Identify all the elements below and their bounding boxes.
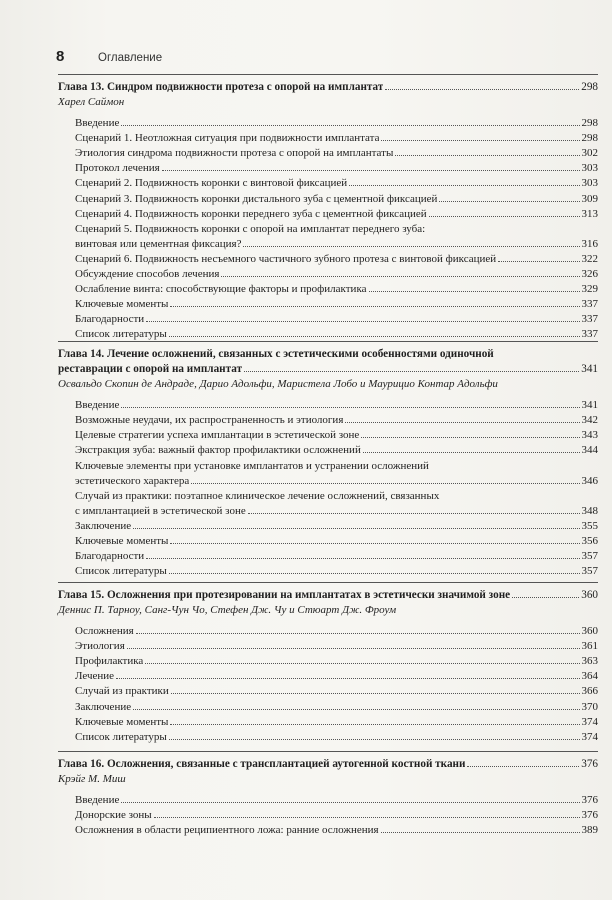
toc-entry — [75, 564, 598, 579]
toc-entry-page: 357 — [581, 565, 598, 578]
dot-leader — [133, 708, 579, 710]
chapter-title-page: 341 — [581, 363, 598, 376]
dot-leader — [243, 245, 579, 247]
toc-entry-page: 298 — [581, 132, 598, 145]
dot-leader — [191, 482, 579, 484]
chapter-authors: Крэйг М. Миш — [58, 773, 126, 786]
toc-entry — [75, 413, 598, 428]
toc-entry-text: Случай из практики — [75, 685, 169, 698]
toc-entry — [75, 474, 598, 489]
toc-entry-page: 376 — [581, 794, 598, 807]
toc-entry-page: 363 — [581, 655, 598, 668]
toc-entry-page: 309 — [581, 192, 598, 205]
toc-entry-text: Сценарий 2. Подвижность коронки с винтовой фиксацией — [75, 177, 348, 190]
toc-entry-text: Сценарий 3. Подвижность коронки дистального зуба с цементной фиксацией — [75, 192, 438, 205]
toc-entry — [75, 398, 598, 413]
toc-entry-text: Осложнения в области реципиентного ложа: ранние осложнения — [75, 824, 379, 837]
dot-leader — [136, 632, 580, 634]
toc-entry-page: 302 — [581, 147, 598, 160]
dot-leader — [467, 765, 579, 767]
toc-entry — [75, 793, 598, 808]
toc-entry — [75, 252, 598, 267]
toc-entry — [75, 715, 598, 730]
dot-leader — [244, 370, 579, 372]
toc-entry-page: 303 — [581, 177, 598, 190]
toc-entry-page: 355 — [581, 519, 598, 532]
chapter-title-text: Глава 16. Осложнения, связанные с трансплантацией аутогенной костной ткани — [58, 758, 466, 770]
toc-entry — [75, 519, 598, 534]
toc-entry-page: 329 — [581, 283, 598, 296]
dot-leader — [146, 320, 579, 322]
toc-entry-page: 322 — [581, 252, 598, 265]
toc-entry-page: 303 — [581, 162, 598, 175]
toc-entry-page: 341 — [581, 399, 598, 412]
chapter-title-page: 376 — [581, 758, 598, 770]
toc-entry — [75, 684, 598, 699]
toc-entry-text: Введение — [75, 399, 120, 412]
chapter-authors: Харел Саймон — [58, 96, 125, 109]
toc-entry-page: 346 — [581, 474, 598, 487]
dot-leader — [121, 801, 579, 803]
dot-leader — [439, 200, 579, 202]
toc-entry — [75, 639, 598, 654]
toc-entry-page: 389 — [581, 824, 598, 837]
chapter-title-text: Глава 13. Синдром подвижности протеза с опорой на имплантат — [58, 81, 384, 93]
toc-entry-text: Протокол лечения — [75, 162, 160, 175]
toc-entry — [75, 549, 598, 564]
toc-entry-text: Благодарности — [75, 550, 145, 563]
toc-entry-page: 364 — [581, 670, 598, 683]
dot-leader — [169, 738, 580, 740]
toc-entry-text: Сценарий 4. Подвижность коронки переднего зуба с цементной фиксацией — [75, 207, 427, 220]
chapter-block — [58, 341, 598, 579]
toc-entry-page: 337 — [581, 328, 598, 341]
dot-leader — [116, 677, 579, 679]
dot-leader — [498, 260, 579, 262]
dot-leader — [381, 139, 579, 141]
dot-leader — [170, 305, 579, 307]
toc-entry-text: Экстракция зуба: важный фактор профилактики осложнений — [75, 444, 361, 457]
dot-leader — [170, 542, 579, 544]
chapter-title-page: 360 — [581, 589, 598, 601]
toc-entry — [75, 297, 598, 312]
toc-entry — [75, 207, 598, 222]
toc-entry — [75, 312, 598, 327]
toc-entry — [75, 808, 598, 823]
toc-entry-page: 343 — [581, 429, 598, 442]
chapter-title-text: реставрации с опорой на имплантат — [58, 363, 243, 376]
toc-entry — [75, 267, 598, 282]
toc-entry — [75, 282, 598, 297]
dot-leader — [121, 124, 579, 126]
entry-list — [58, 793, 598, 838]
dot-leader — [121, 406, 579, 408]
toc-entry-text: Обсуждение способов лечения — [75, 268, 220, 281]
chapter-title — [58, 80, 598, 95]
toc-entry-page: 298 — [581, 117, 598, 130]
chapter-title-text: Глава 15. Осложнения при протезировании на имплантатах в эстетически значимой зоне — [58, 589, 511, 601]
chapter-block — [58, 74, 598, 343]
toc-entry-page: 374 — [581, 730, 598, 743]
toc-entry — [75, 428, 598, 443]
toc-entry-text: Этиология — [75, 640, 125, 653]
chapter-title — [58, 362, 598, 377]
dot-leader — [171, 692, 580, 694]
toc-entry-page: 366 — [581, 685, 598, 698]
dot-leader — [363, 451, 580, 453]
dot-leader — [169, 572, 580, 574]
toc-entry-page: 344 — [581, 444, 598, 457]
toc-entry — [75, 131, 598, 146]
toc-entry-page: 316 — [581, 237, 598, 250]
toc-entry-text: Введение — [75, 117, 120, 130]
toc-entry-text: Ключевые моменты — [75, 298, 169, 311]
toc-entry — [75, 654, 598, 669]
toc-entry-text: Введение — [75, 794, 120, 807]
toc-entry — [75, 116, 598, 131]
entry-list — [58, 116, 598, 342]
dot-leader — [395, 154, 579, 156]
toc-entry-text: Заключение — [75, 519, 132, 532]
dot-leader — [133, 527, 579, 529]
toc-entry-text: эстетического характера — [75, 474, 190, 487]
dot-leader — [385, 88, 579, 90]
toc-entry-page: 357 — [581, 550, 598, 563]
toc-entry-text: Целевые стратегии успеха имплантации в эстетической зоне — [75, 429, 360, 442]
toc-entry-page: 360 — [581, 625, 598, 638]
dot-leader — [345, 421, 579, 423]
chapter-title — [58, 588, 598, 603]
dot-leader — [512, 596, 579, 598]
toc-entry — [75, 823, 598, 838]
toc-entry-page: 337 — [581, 313, 598, 326]
toc-entry — [75, 700, 598, 715]
dot-leader — [154, 816, 580, 818]
toc-entry-text: Этиология синдрома подвижности протеза с опорой на имплантаты — [75, 147, 394, 160]
entry-list — [58, 398, 598, 579]
toc-entry — [75, 192, 598, 207]
toc-entry-page: 356 — [581, 535, 598, 548]
dot-leader — [127, 647, 580, 649]
dot-leader — [369, 290, 580, 292]
dot-leader — [169, 335, 580, 337]
toc-entry — [75, 161, 598, 176]
dot-leader — [170, 723, 579, 725]
toc-entry — [75, 176, 598, 191]
toc-entry-text: Сценарий 6. Подвижность несъемного частичного зубного протеза с винтовой фиксацией — [75, 252, 497, 265]
toc-entry-text: Ключевые моменты — [75, 535, 169, 548]
toc-entry-text: Список литературы — [75, 730, 167, 743]
toc-entry-text: Благодарности — [75, 313, 145, 326]
toc-entry — [75, 669, 598, 684]
toc-entry-text: Донорские зоны — [75, 809, 152, 822]
dot-leader — [221, 275, 579, 277]
chapter-block — [58, 751, 598, 838]
toc-entry — [75, 443, 598, 458]
dot-leader — [381, 831, 580, 833]
chapter-title-page: 298 — [581, 81, 598, 93]
chapter-authors: Деннис П. Тарноу, Санг-Чун Чо, Стефен Дж. Чу и Стюарт Дж. Фроум — [58, 604, 397, 617]
toc-entry-text: винтовая или цементная фиксация? — [75, 237, 242, 250]
toc-entry-text: Список литературы — [75, 328, 167, 341]
toc-entry-page: 374 — [581, 715, 598, 728]
toc-entry-page: 342 — [581, 414, 598, 427]
toc-entry-page: 337 — [581, 298, 598, 311]
toc-entry-page: 348 — [581, 504, 598, 517]
page-header — [56, 48, 592, 68]
dot-leader — [162, 169, 580, 171]
dot-leader — [349, 184, 579, 186]
dot-leader — [146, 557, 579, 559]
toc-entry-page: 326 — [581, 268, 598, 281]
entry-first-line: Ключевые элементы при установке имплантатов и устранении осложнений — [75, 459, 429, 472]
toc-entry — [75, 146, 598, 161]
chapter-title-line: Глава 14. Лечение осложнений, связанных с эстетическими особенностями одиночной — [58, 348, 494, 360]
toc-entry-page: 376 — [581, 809, 598, 822]
toc-entry-page: 313 — [581, 207, 598, 220]
toc-entry-text: Профилактика — [75, 655, 144, 668]
entry-first-line: Сценарий 5. Подвижность коронки с опорой на имплантат переднего зуба: — [75, 222, 426, 235]
toc-entry — [75, 534, 598, 549]
toc-entry-page: 361 — [581, 640, 598, 653]
entry-list — [58, 624, 598, 745]
dot-leader — [361, 436, 579, 438]
toc-entry — [75, 730, 598, 745]
toc-entry-text: Осложнения — [75, 625, 134, 638]
chapter-block — [58, 582, 598, 745]
page-number: 8 — [56, 48, 65, 65]
toc-entry-text: Лечение — [75, 670, 115, 683]
toc-entry — [75, 237, 598, 252]
chapter-authors: Освальдо Скопин де Андраде, Дарио Адольфи, Маристела Лобо и Маурицио Контар Адольфи — [58, 378, 498, 391]
toc-entry-text: Ключевые моменты — [75, 715, 169, 728]
toc-entry-text: Заключение — [75, 700, 132, 713]
toc-entry-page: 370 — [581, 700, 598, 713]
toc-entry — [75, 504, 598, 519]
toc-entry-text: Возможные неудачи, их распространенность и этиология — [75, 414, 344, 427]
chapter-title — [58, 757, 598, 772]
dot-leader — [429, 215, 580, 217]
entry-first-line: Случай из практики: поэтапное клиническое лечение осложнений, связанных — [75, 489, 440, 502]
toc-entry-text: Список литературы — [75, 565, 167, 578]
toc-entry-text: Сценарий 1. Неотложная ситуация при подвижности имплантата — [75, 132, 380, 145]
toc-entry-text: с имплантацией в эстетической зоне — [75, 504, 246, 517]
dot-leader — [248, 512, 580, 514]
toc-entry — [75, 624, 598, 639]
dot-leader — [145, 662, 579, 664]
toc-entry-text: Ослабление винта: способствующие факторы и профилактика — [75, 283, 367, 296]
running-title: Оглавление — [98, 52, 163, 64]
